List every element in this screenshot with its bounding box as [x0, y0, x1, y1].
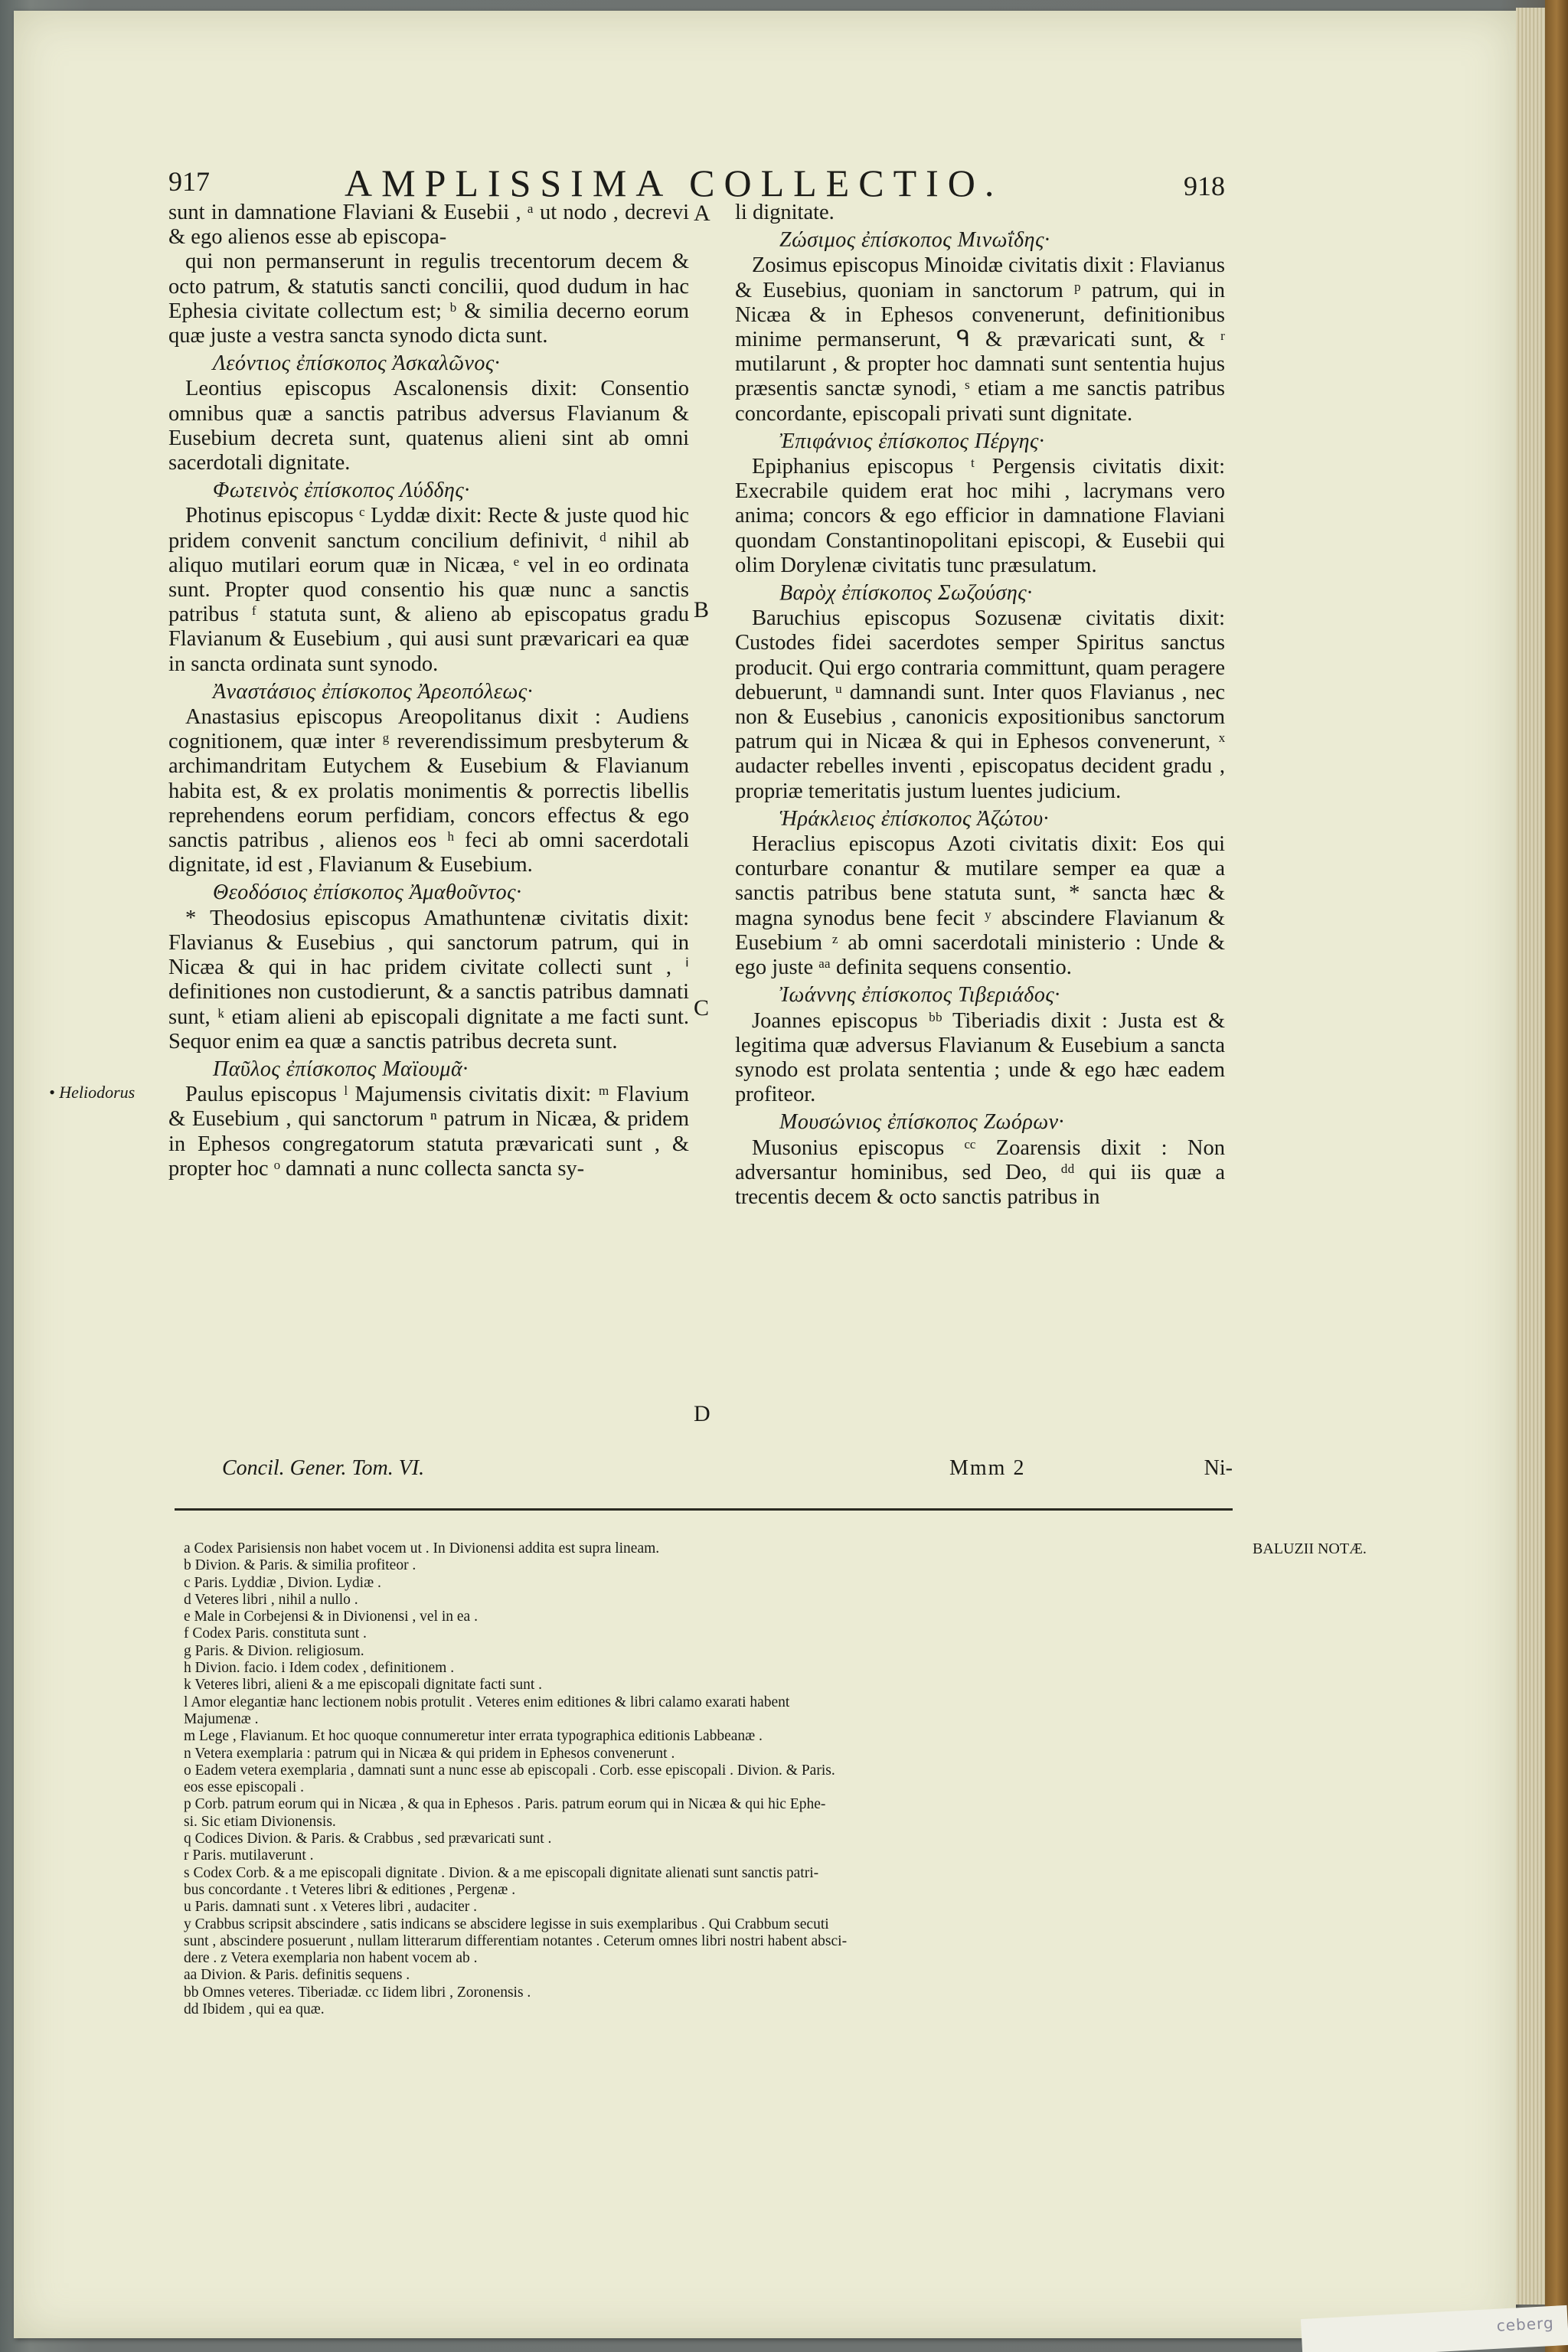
page-number-left: 917	[168, 166, 210, 197]
footnote-line: e Male in Corbejensi & in Divionensi , vel in ea .	[184, 1609, 478, 1625]
paragraph: sunt in damnatione Flaviani & Eusebii , ᵃ ut nodo , decrevi & ego alienos esse ab episcopa-	[168, 201, 689, 250]
paragraph: qui non permanserunt in regulis trecentorum decem & octo patrum, & statutis sancti concilii, quod dudum in hac Ephesia civitate collectum est; ᵇ & similia decerno eorum quæ juste a vestra sancta synodo dicta sunt.	[168, 250, 689, 348]
catchword: Ni-	[1204, 1456, 1233, 1480]
footnote-line: a Codex Parisiensis non habet vocem ut . In Divionensi addita est supra lineam.	[184, 1540, 660, 1557]
footnote-line: u Paris. damnati sunt . x Veteres libri , audaciter .	[184, 1899, 478, 1916]
signature-line	[176, 1456, 1233, 1487]
footnote-line: b Divion. & Paris. & similia profiteor .	[184, 1557, 416, 1574]
footnote-line: dere . z Vetera exemplaria non habent vocem ab .	[184, 1950, 478, 1967]
paragraph: * Theodosius episcopus Amathuntenæ civitatis dixit: Flavianus & Eusebius , qui sanctorum patrum, qui in Nicæa & qui in hac pridem civitate collecti sunt , ⁱ definitiones non custodierunt, & a sanctis patribus damnati sunt, ᵏ etiam alieni ab episcopali dignitate a me facti sunt. Sequor enim ea quæ a sanctis patribus decreta sunt.	[168, 906, 689, 1054]
paragraph: Anastasius episcopus Areopolitanus dixit : Audiens cognitionem, quæ inter ᵍ reverendissimum presbyterum & archimandritam Eutychem & Eusebium & Flavianum habita est, & ex prolatis monimentis & porrectis libellis reprehendens eorum perfidiam, concors effectus & ego sanctis patribus , alienos eos ʰ feci ab omni sacerdotali dignitate, id est , Flavianum & Eusebium.	[168, 705, 689, 877]
footnote-line: d Veteres libri , nihil a nullo .	[184, 1591, 358, 1608]
footnote-line: aa Divion. & Paris. definitis sequens .	[184, 1967, 410, 1984]
paragraph: Leontius episcopus Ascalonensis dixit: Consentio omnibus quæ a sanctis patribus adversus Flavianum & Eusebium decreta sunt, quatenus alieni sint ab omni sacerdotali dignitate.	[168, 377, 689, 475]
margin-letter-c: C	[694, 995, 710, 1021]
footnotes-label: BALUZII NOTÆ.	[1253, 1540, 1367, 1557]
paragraph: Paulus episcopus ˡ Majumensis civitatis dixit: ᵐ Flavium & Eusebium , qui sanctorum ⁿ patrum in Nicæa, & pridem in Ephesos congregatorum statuta prævaricati sunt , & propter hoc ᵒ damnati a nunc collecta sancta sy-	[168, 1083, 689, 1181]
greek-heading: Ἀναστάσιος ἐπίσκοπος Ἀρεοπόλεως·	[213, 679, 534, 704]
greek-heading: Ἐπιφάνιος ἐπίσκοπος Πέργης·	[779, 429, 1045, 453]
greek-heading: Ἡράκλειος ἐπίσκοπος Ἀζώτου·	[779, 806, 1050, 831]
page-edges	[1516, 8, 1545, 2305]
signature-mark: Mmm 2	[949, 1456, 1026, 1480]
greek-heading: Βαρὸχ ἐπίσκοπος Σωζούσης·	[779, 581, 1033, 606]
paragraph: Heraclius episcopus Azoti civitatis dixit: Eos qui conturbare conantur & mutilare semper ea quæ a sanctis patribus bene statuta sunt, * sancta hæc & magna synodus bene fecit ʸ abscindere Flavianum & Eusebium ᶻ ab omni sacerdotali ministerio : Unde & ego juste ᵃᵃ definita sequens consentio.	[735, 832, 1225, 980]
footnote-line: bus concordante . t Veteres libri & editiones , Pergenæ .	[184, 1881, 516, 1898]
footnote-line: s Codex Corb. & a me episcopali dignitate . Divion. & a me episcopali dignitate alienati sunt sanctis patri-	[184, 1864, 819, 1881]
greek-heading: Φωτεινὸς ἐπίσκοπος Λύδδης·	[213, 479, 470, 503]
footnote-line: eos esse episcopali .	[184, 1779, 305, 1796]
paragraph: li dignitate.	[735, 201, 835, 224]
greek-heading: Θεοδόσιος ἐπίσκοπος Ἀμαθοῦντος·	[213, 880, 522, 905]
greek-heading: Ζώσιμος ἐπίσκοπος Μινωΐδης·	[779, 228, 1050, 253]
page-number-right: 918	[1184, 171, 1225, 201]
margin-letter-b: B	[694, 597, 710, 622]
footnote-line: h Divion. facio. i Idem codex , definitionem .	[184, 1660, 455, 1677]
paragraph: Baruchius episcopus Sozusenæ civitatis dixit: Custodes fidei sacerdotes semper Spiritus sanctus producit. Qui ergo contraria committunt, quam peragere debuerunt, ᵘ damnandi sunt. Inter quos Flavianus , nec non & Eusebius , canonicis expositionibus sanctorum patrum qui in Nicæa & qui in Ephesos convenerunt, ˣ audacter rebelles inventi , episcopatus decident gradu , propriæ temeritatis justum luentes judicium.	[735, 606, 1225, 803]
paragraph: Epiphanius episcopus ᵗ Pergensis civitatis dixit: Execrabile quidem erat hoc mihi , lacrymans vero anima; concors & ego efficior in damnatione Flaviani quondam Constantinopolitani episcopi, & Eusebii qui olim Dorylenæ civitatis tunc præsulatum.	[735, 455, 1225, 577]
paragraph: Musonius episcopus ᶜᶜ Zoarensis dixit : Non adversantur hominibus, sed Deo, ᵈᵈ qui iis quæ a trecentis decem & octo sanctis patribus in	[735, 1135, 1225, 1209]
paragraph: Joannes episcopus ᵇᵇ Tiberiadis dixit : Justa est & legitima quæ adversus Flavianum & Eusebium a sancta synodo est prolata sententia ; unde & ego hæc eadem profiteor.	[735, 1008, 1225, 1107]
footnote-line: n Vetera exemplaria : patrum qui in Nicæa & qui pridem in Ephesos convenerunt .	[184, 1745, 675, 1762]
footnote-line: o Eadem vetera exemplaria , damnati sunt a nunc esse ab episcopali . Corb. esse episcopali . Divion. & Paris.	[184, 1762, 835, 1779]
book-cover-edge	[1545, 0, 1568, 2352]
footnote-line: c Paris. Lyddiæ , Divion. Lydiæ .	[184, 1574, 381, 1591]
margin-note: • Heliodorus	[49, 1083, 136, 1102]
left-column	[168, 201, 689, 1181]
footnote-line: k Veteres libri, alieni & a me episcopali dignitate facti sunt .	[184, 1677, 543, 1694]
footnote-line: y Crabbus scripsit abscindere , satis indicans se abscidere legisse in suis exemplaribus . Qui Crabbum secuti	[184, 1916, 829, 1932]
footnote-line: p Corb. patrum eorum qui in Nicæa , & qua in Ephesos . Paris. patrum eorum qui in Nicæa & qui hic Ephe-	[184, 1796, 826, 1813]
right-column	[735, 201, 1225, 1210]
paragraph: Zosimus episcopus Minoidæ civitatis dixit : Flavianus & Eusebius, quoniam in sanctorum ᵖ patrum, qui in Nicæa & in Ephesos convenerunt, definitionibus minime permanserunt, ᑫ & prævaricati sunt, & ʳ mutilarunt , & propter hoc damnati sunt sententia hujus præsentis sanctæ synodi, ˢ etiam a me sanctis patribus concordante, episcopali privati sunt dignitate.	[735, 253, 1225, 426]
footnote-line: q Codices Divion. & Paris. & Crabbus , sed prævaricati sunt .	[184, 1831, 552, 1847]
footnote-line: bb Omnes veteres. Tiberiadæ. cc Iidem libri , Zoronensis .	[184, 1984, 531, 2001]
footnote-line: m Lege , Flavianum. Et hoc quoque connumeretur inter errata typographica editionis Labbeanæ .	[184, 1728, 763, 1745]
margin-letter-a: A	[694, 201, 710, 226]
greek-heading: Λεόντιος ἐπίσκοπος Ἀσκαλῶνος·	[213, 351, 501, 376]
greek-heading: Ἰωάννης ἐπίσκοπος Τιβεριάδος·	[779, 983, 1060, 1008]
footnote-line: l Amor elegantiæ hanc lectionem nobis protulit . Veteres enim editiones & libri calamo exarati habent	[184, 1694, 790, 1710]
greek-heading: Παῦλος ἐπίσκοπος Μαϊουμᾶ·	[213, 1057, 469, 1081]
footnote-line: dd Ibidem , qui ea quæ.	[184, 2001, 325, 2018]
footnote-line: sunt , abscindere posuerunt , nullam litterarum differentiam notantes . Ceterum omnes libri nostri habent absci-	[184, 1932, 848, 1949]
footnote-line: f Codex Paris. constituta sunt .	[184, 1625, 367, 1642]
footnotes	[184, 1540, 1233, 2018]
footnote-line: g Paris. & Divion. religiosum.	[184, 1642, 364, 1659]
footnote-line: Majumenæ .	[184, 1710, 259, 1727]
running-header	[168, 161, 1225, 207]
signature-left: Concil. Gener. Tom. VI.	[222, 1456, 425, 1480]
greek-heading: Μουσώνιος ἐπίσκοπος Ζωόρων·	[779, 1110, 1065, 1135]
footnote-line: r Paris. mutilaverunt .	[184, 1847, 314, 1864]
margin-letter-d: D	[694, 1401, 710, 1426]
corner-tag-text: ceberg	[1496, 2313, 1555, 2335]
running-title: AMPLISSIMA COLLECTIO.	[345, 162, 1004, 204]
paragraph: Photinus episcopus ᶜ Lyddæ dixit: Recte & juste quod hic pridem convenit sanctum concilium definivit, ᵈ nihil ab aliquo mutilari eorum quæ in Nicæa, ᵉ vel in eo ordinata sunt. Propter quod consentio his quæ nunc a sanctis patribus ᶠ statuta sunt, & alieno ab episcopatus gradu Flavianum & Eusebium , qui ausi sunt prævaricari ea quæ in sancta ordinata sunt synodo.	[168, 504, 689, 676]
footnote-line: si. Sic etiam Divionensis.	[184, 1813, 336, 1830]
footnote-rule	[175, 1508, 1233, 1511]
